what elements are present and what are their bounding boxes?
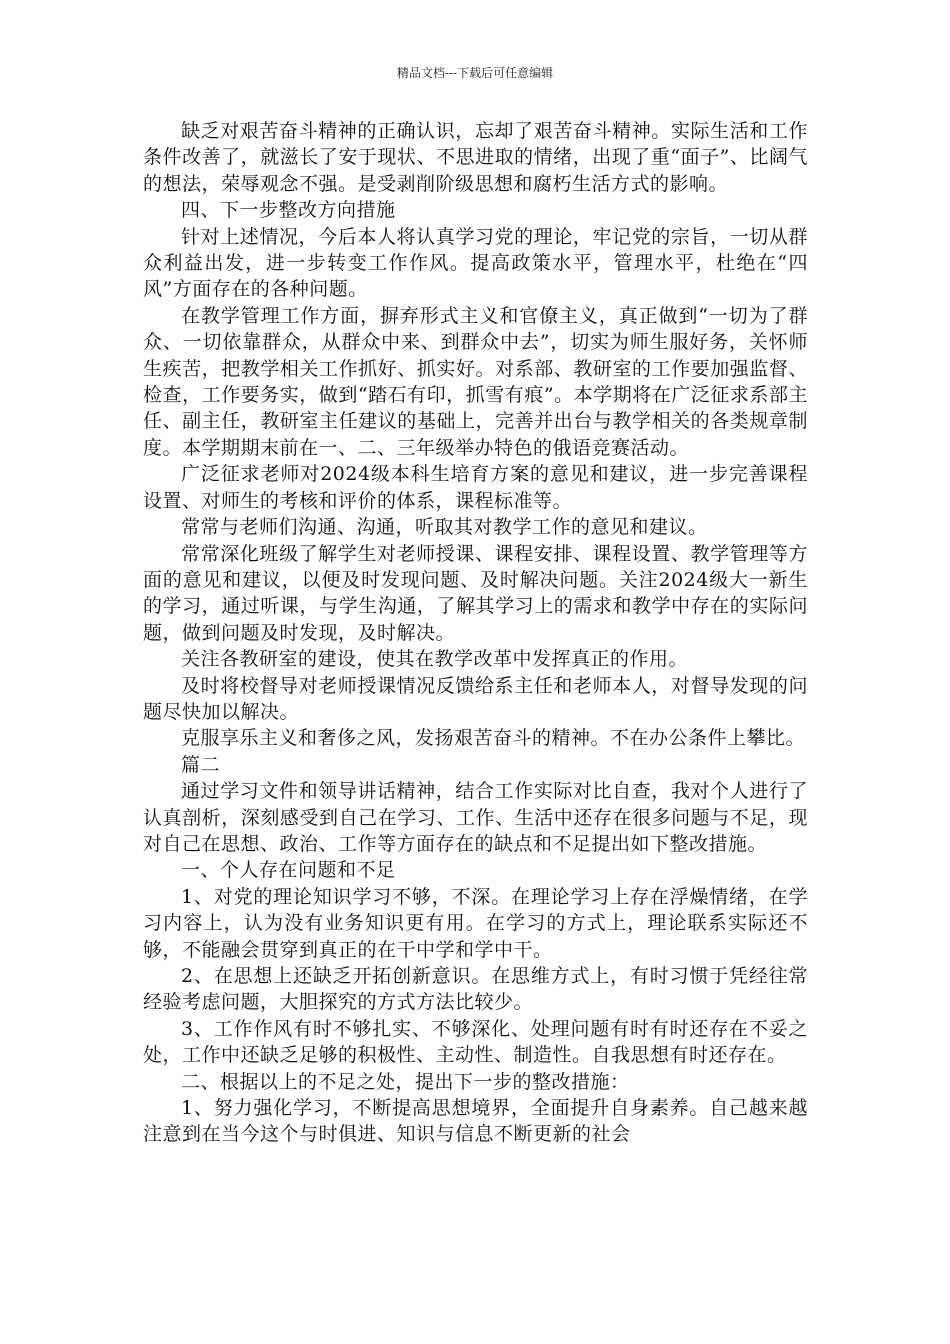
paragraph: 关注各教研室的建设，使其在教学改革中发挥真正的作用。 [181,648,689,671]
paragraph: 通过学习文件和领导讲话精神，结合工作实际对比自查，我对个人进行了认真剖析，深刻感受到自己在学习、工作、生活中还存在很多问题与不足，现对自己在思想、政治、工作等方面存在的缺点和不足提出如下整改措施。 [143,780,808,855]
section-heading: 一、个人存在问题和不足 [181,859,396,882]
paragraph: 1、对党的理论知识学习不够，不深。在理论学习上存在浮燥情绪，在学习内容上，认为没有业务知识更有用。在学习的方式上，理论联系实际还不够，不能融会贯穿到真正的在干中学和学中干。 [143,885,808,961]
document-body [143,118,808,1148]
paragraph: 1、努力强化学习，不断提高思想境界，全面提升自身素养。自己越来越注意到在当今这个与时俱进、知识与信息不断更新的社会 [143,1097,808,1146]
section-heading: 四、下一步整改方向措施 [181,199,396,222]
section-heading: 二、根据以上的不足之处，提出下一步的整改措施： [181,1070,630,1093]
section-heading: 篇二 [181,753,221,776]
paragraph: 及时将校督导对老师授课情况反馈给系主任和老师本人，对督导发现的问题尽快加以解决。 [143,674,808,723]
paragraph: 常常深化班级了解学生对老师授课、课程安排、课程设置、教学管理等方面的意见和建议，以便及时发现问题、及时解决问题。关注2024级大一新生的学习，通过听课，与学生沟通，了解其学习上的需求和教学中存在的实际问题，做到问题及时发现，及时解决。 [143,542,808,644]
paragraph: 广泛征求老师对2024级本科生培育方案的意见和建议，进一步完善课程设置、对师生的考核和评价的体系，课程标准等。 [143,463,808,512]
paragraph: 针对上述情况，今后本人将认真学习党的理论，牢记党的宗旨，一切从群众利益出发，进一步转变工作作风。提高政策水平，管理水平，杜绝在“四风”方面存在的各种问题。 [143,225,808,301]
page-header: 精品文档---下载后可任意编辑 [396,66,554,80]
paragraph: 在教学管理工作方面，摒弃形式主义和官僚主义，真正做到“一切为了群众、一切依靠群众，从群众中来、到群众中去”，切实为师生服好务，关怀师生疾苦，把教学相关工作抓好、抓实好。对系部、教研室的工作要加强监督、检查，工作要务实，做到“踏石有印，抓雪有痕”。本学期将在广泛征求系部主任、副主任，教研室主任建议的基础上，完善并出台与教学相关的各类规章制度。本学期期末前在一、二、三年级举办特色的俄语竞赛活动。 [143,304,808,459]
paragraph: 3、工作作风有时不够扎实、不够深化、处理问题有时有时还存在不妥之处，工作中还缺乏足够的积极性、主动性、制造性。自我思想有时还存在。 [143,1017,808,1067]
paragraph: 缺乏对艰苦奋斗精神的正确认识，忘却了艰苦奋斗精神。实际生活和工作条件改善了，就滋长了安于现状、不思进取的情绪，出现了重“面子”、比阔气的想法，荣辱观念不强。是受剥削阶级思想和腐朽生活方式的影响。 [143,120,808,195]
paragraph: 2、在思想上还缺乏开拓创新意识。在思维方式上，有时习惯于凭经往常经验考虑问题，大胆探究的方式方法比较少。 [143,965,808,1014]
paragraph: 克服享乐主义和奢侈之风，发扬艰苦奋斗的精神。不在办公条件上攀比。 [181,727,806,750]
paragraph: 常常与老师们沟通、沟通，听取其对教学工作的意见和建议。 [181,516,708,539]
